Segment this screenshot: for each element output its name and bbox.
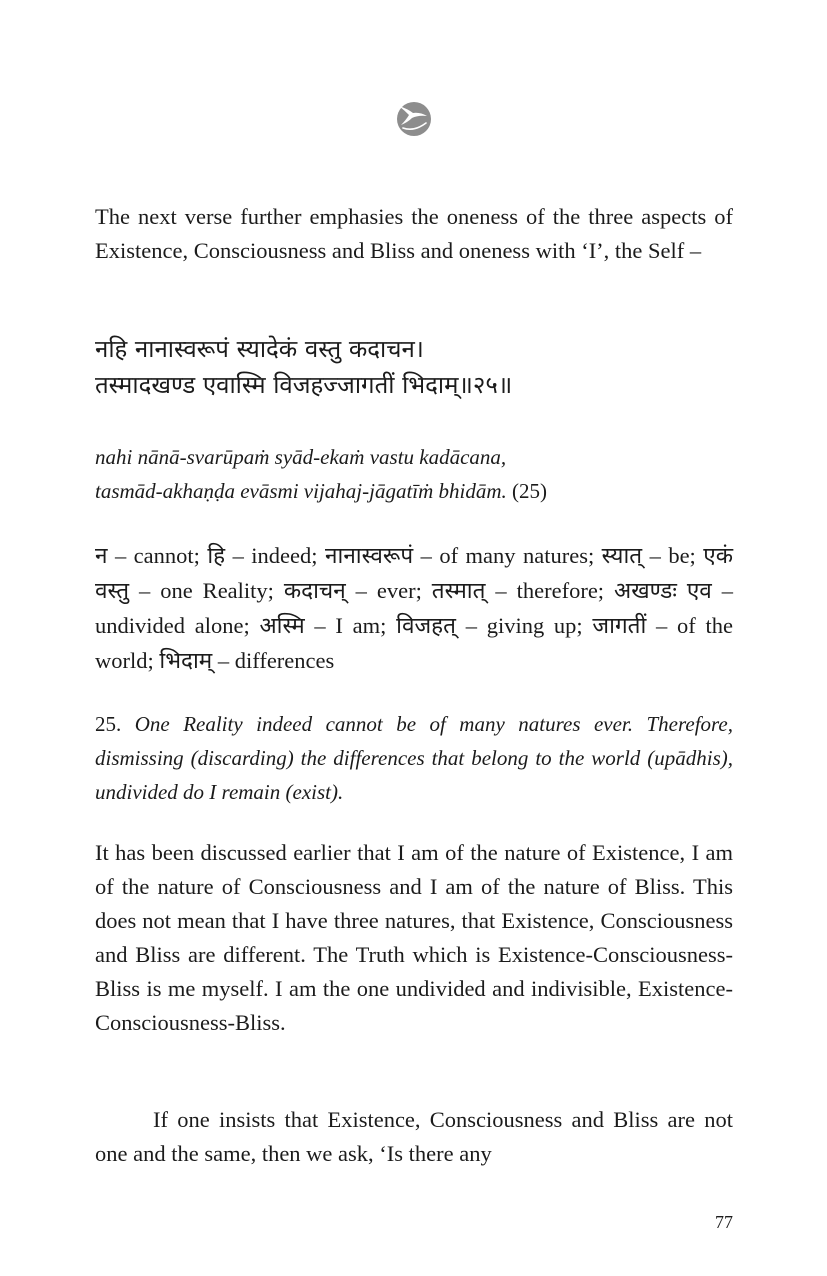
transliteration: [95, 440, 733, 508]
intro-paragraph: The next verse further emphasies the oneness of the three aspects of Existence, Consciousness and Bliss and oneness with ‘I’, the Self –: [95, 204, 733, 263]
transliteration-line: [95, 440, 733, 474]
transliteration-text: tasmād-akhaṇḍa evāsmi vijahaj-jāgatīṁ bhidām.: [95, 479, 507, 503]
page-number: 77: [715, 1212, 733, 1232]
verse-reference: (25): [506, 479, 548, 503]
word-glossary: न – cannot; हि – indeed; नानास्वरूपं – of many natures; स्यात् – be; एकं वस्तु – one Reality; कदाचन् – ever; तस्मात् – therefore; अखण्डः एव – undivided alone; अस्मि – I am; विजहत् – giving up; जागतीं – of the world; भिदाम् – differences: [95, 543, 733, 673]
verse-number: 25.: [95, 712, 135, 736]
transliteration-line: [95, 474, 733, 508]
transliteration-text: nahi nānā-svarūpaṁ syād-ekaṁ vastu kadācana,: [95, 445, 507, 469]
verse-translation: [95, 707, 733, 809]
sanskrit-verse: [95, 331, 733, 403]
translation-text: One Reality indeed cannot be of many natures ever. Therefore, dismissing (discarding) the differences that belong to the world (upādhis), undivided do I remain (exist).: [95, 712, 734, 804]
bird-circle-logo-icon: [396, 101, 432, 137]
commentary-paragraph: If one insists that Existence, Consciousness and Bliss are not one and the same, then we ask, ‘Is there any: [95, 1107, 733, 1166]
sanskrit-verse-line: तस्मादखण्ड एवास्मि विजहज्जागतीं भिदाम्॥२५॥: [95, 371, 513, 399]
commentary-paragraph: It has been discussed earlier that I am of the nature of Existence, I am of the nature of Consciousness and I am of the nature of Bliss. This does not mean that I have three natures, that Existence, Consciousness and Bliss are different. The Truth which is Existence-Consciousness-Bliss is me myself. I am the one undivided and indivisible, Existence-Consciousness-Bliss.: [95, 840, 733, 1035]
sanskrit-verse-line: नहि नानास्वरूपं स्यादेकं वस्तु कदाचन।: [95, 335, 424, 363]
